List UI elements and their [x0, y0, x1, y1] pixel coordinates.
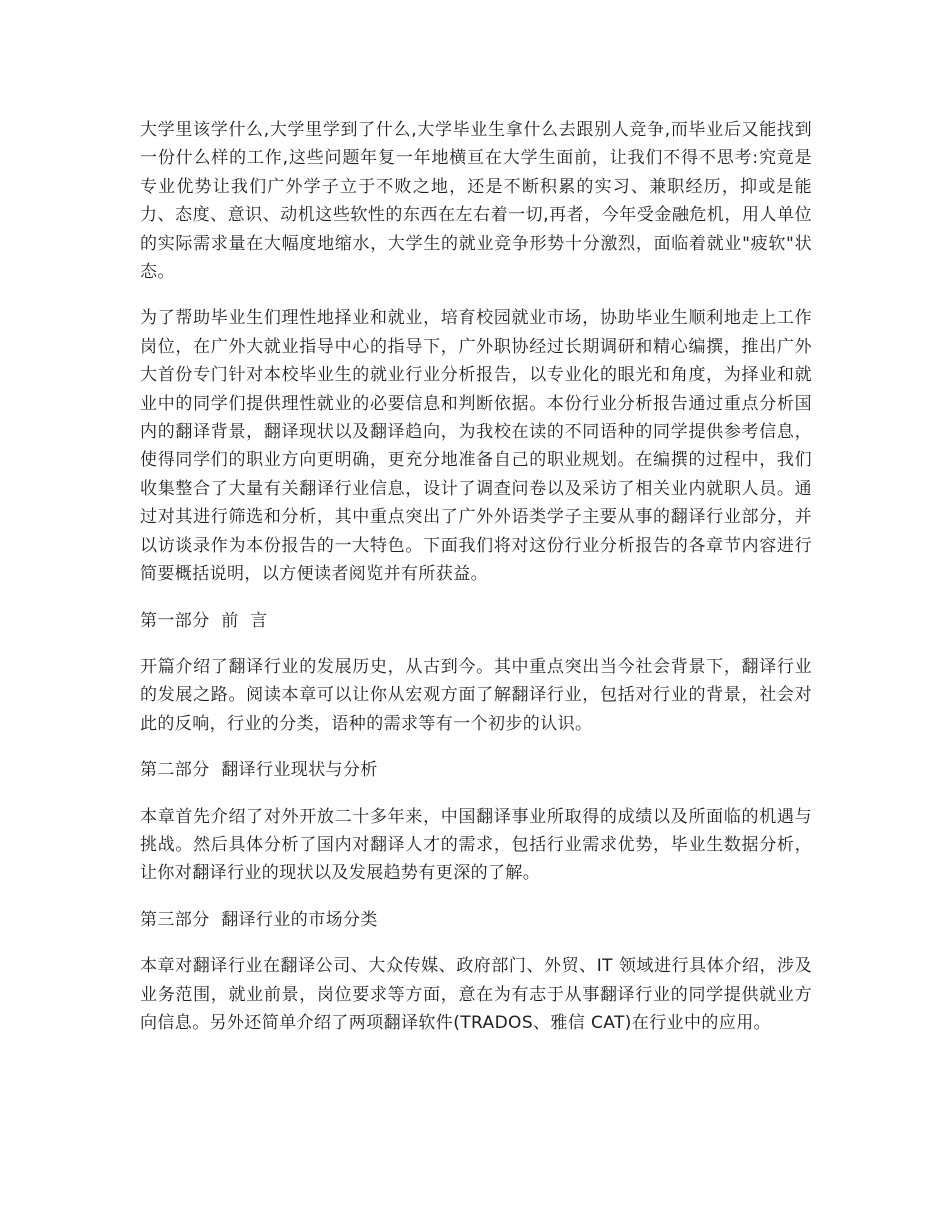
section-body-part-2: 本章首先介绍了对外开放二十多年来，中国翻译事业所取得的成绩以及所面临的机遇与挑战。然后具体分析了国内对翻译人才的需求，包括行业需求优势，毕业生数据分析，让你对翻译行业的现状以及发展趋势有更深的了解。 [140, 806, 812, 884]
section-body-part-1: 开篇介绍了翻译行业的发展历史，从古到今。其中重点突出当今社会背景下，翻译行业的发展之路。阅读本章可以让你从宏观方面了解翻译行业，包括对行业的背景，社会对此的反响，行业的分类，语种的需求等有一个初步的认识。 [140, 656, 812, 734]
purpose-paragraph: 为了帮助毕业生们理性地择业和就业，培育校园就业市场，协助毕业生顺利地走上工作岗位，在广外大就业指导中心的指导下，广外职协经过长期调研和精心编撰，推出广外大首份专门针对本校毕业生的就业行业分析报告，以专业化的眼光和角度，为择业和就业中的同学们提供理性就业的必要信息和判断依据。本份行业分析报告通过重点分析国内的翻译背景，翻译现状以及翻译趋向，为我校在读的不同语种的同学提供参考信息，使得同学们的职业方向更明确，更充分地准备自己的职业规划。在编撰的过程中，我们收集整合了大量有关翻译行业信息，设计了调查问卷以及采访了相关业内就职人员。通过对其进行筛选和分析，其中重点突出了广外外语类学子主要从事的翻译行业部分，并以访谈录作为本份报告的一大特色。下面我们将对这份行业分析报告的各章节内容进行简要概括说明，以方便读者阅览并有所获益。 [140, 308, 812, 585]
section-body-part-3: 本章对翻译行业在翻译公司、大众传媒、政府部门、外贸、IT 领域进行具体介绍，涉及业务范围，就业前景，岗位要求等方面，意在为有志于从事翻译行业的同学提供就业方向信息。另外还简单介绍了两项翻译软件(TRADOS、雅信 CAT)在行业中的应用。 [140, 956, 812, 1033]
section-heading-part-3: 第三部分 翻译行业的市场分类 [140, 909, 378, 930]
section-heading-part-2: 第二部分 翻译行业现状与分析 [140, 760, 378, 781]
document-page [140, 116, 812, 1055]
intro-paragraph: 大学里该学什么,大学里学到了什么,大学毕业生拿什么去跟别人竞争,而毕业后又能找到一份什么样的工作,这些问题年复一年地横亘在大学生面前，让我们不得不思考:究竟是专业优势让我们广外学子立于不败之地，还是不断积累的实习、兼职经历，抑或是能力、态度、意识、动机这些软性的东西在左右着一切,再者，今年受金融危机，用人单位的实际需求量在大幅度地缩水，大学生的就业竞争形势十分激烈，面临着就业"疲软"状态。 [140, 120, 812, 283]
section-heading-part-1: 第一部分 前 言 [140, 610, 268, 631]
